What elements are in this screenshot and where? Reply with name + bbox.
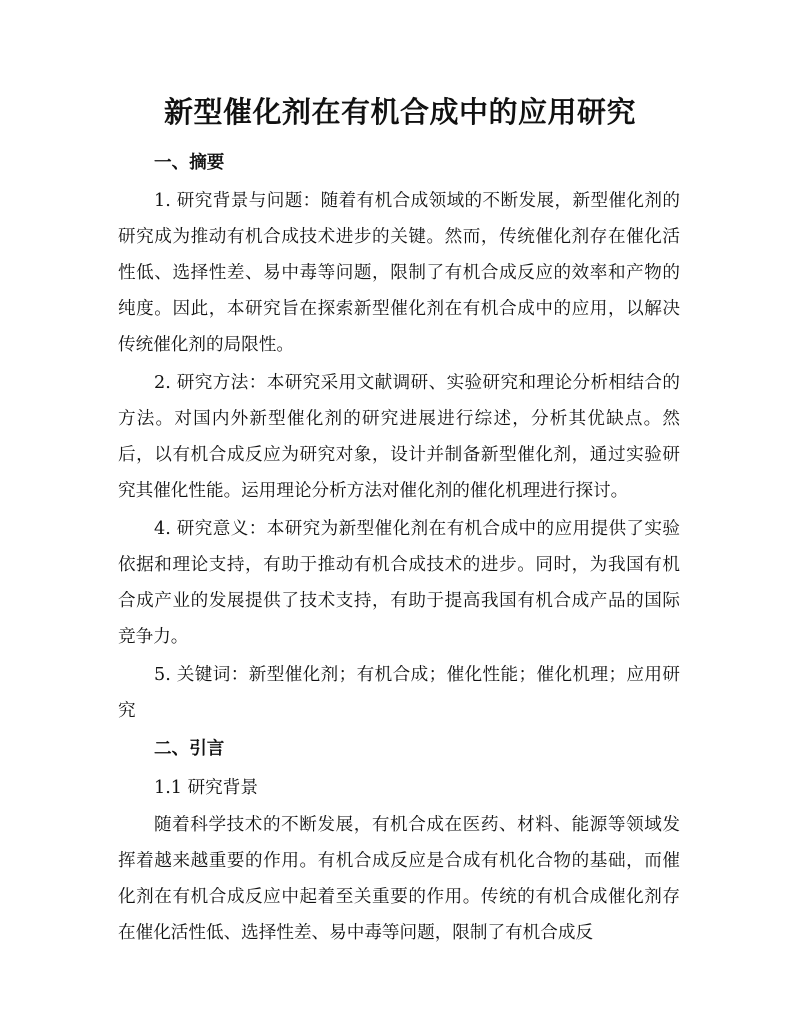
document-title: 新型催化剂在有机合成中的应用研究 xyxy=(163,95,636,129)
section-heading-introduction: 二、引言 xyxy=(154,739,225,759)
subsection-heading-background: 1.1 研究背景 xyxy=(154,778,258,798)
abstract-item-background: 1. 研究背景与问题：随着有机合成领域的不断发展，新型催化剂的研究成为推动有机合成技术进步的关键。然而，传统催化剂存在催化活性低、选择性差、易中毒等问题，限制了有机合成反应的效率和产物的纯度。因此，本研究旨在探索新型催化剂在有机合成中的应用，以解决传统催化剂的局限性。 xyxy=(118,191,680,355)
abstract-item-significance: 4. 研究意义：本研究为新型催化剂在有机合成中的应用提供了实验依据和理论支持，有助于推动有机合成技术的进步。同时，为我国有机合成产业的发展提供了技术支持，有助于提高我国有机合成产品的国际竞争力。 xyxy=(118,519,680,647)
document-body xyxy=(118,143,680,951)
abstract-item-methods: 2. 研究方法：本研究采用文献调研、实验研究和理论分析相结合的方法。对国内外新型催化剂的研究进展进行综述，分析其优缺点。然后，以有机合成反应为研究对象，设计并制备新型催化剂，通过实验研究其催化性能。运用理论分析方法对催化剂的催化机理进行探讨。 xyxy=(118,373,680,501)
introduction-paragraph: 随着科学技术的不断发展，有机合成在医药、材料、能源等领域发挥着越来越重要的作用。有机合成反应是合成有机化合物的基础，而催化剂在有机合成反应中起着至关重要的作用。传统的有机合成催化剂存在催化活性低、选择性差、易中毒等问题，限制了有机合成反 xyxy=(118,815,680,943)
section-heading-abstract: 一、摘要 xyxy=(154,153,225,173)
abstract-item-keywords: 5. 关键词：新型催化剂；有机合成；催化性能；催化机理；应用研究 xyxy=(118,665,680,721)
